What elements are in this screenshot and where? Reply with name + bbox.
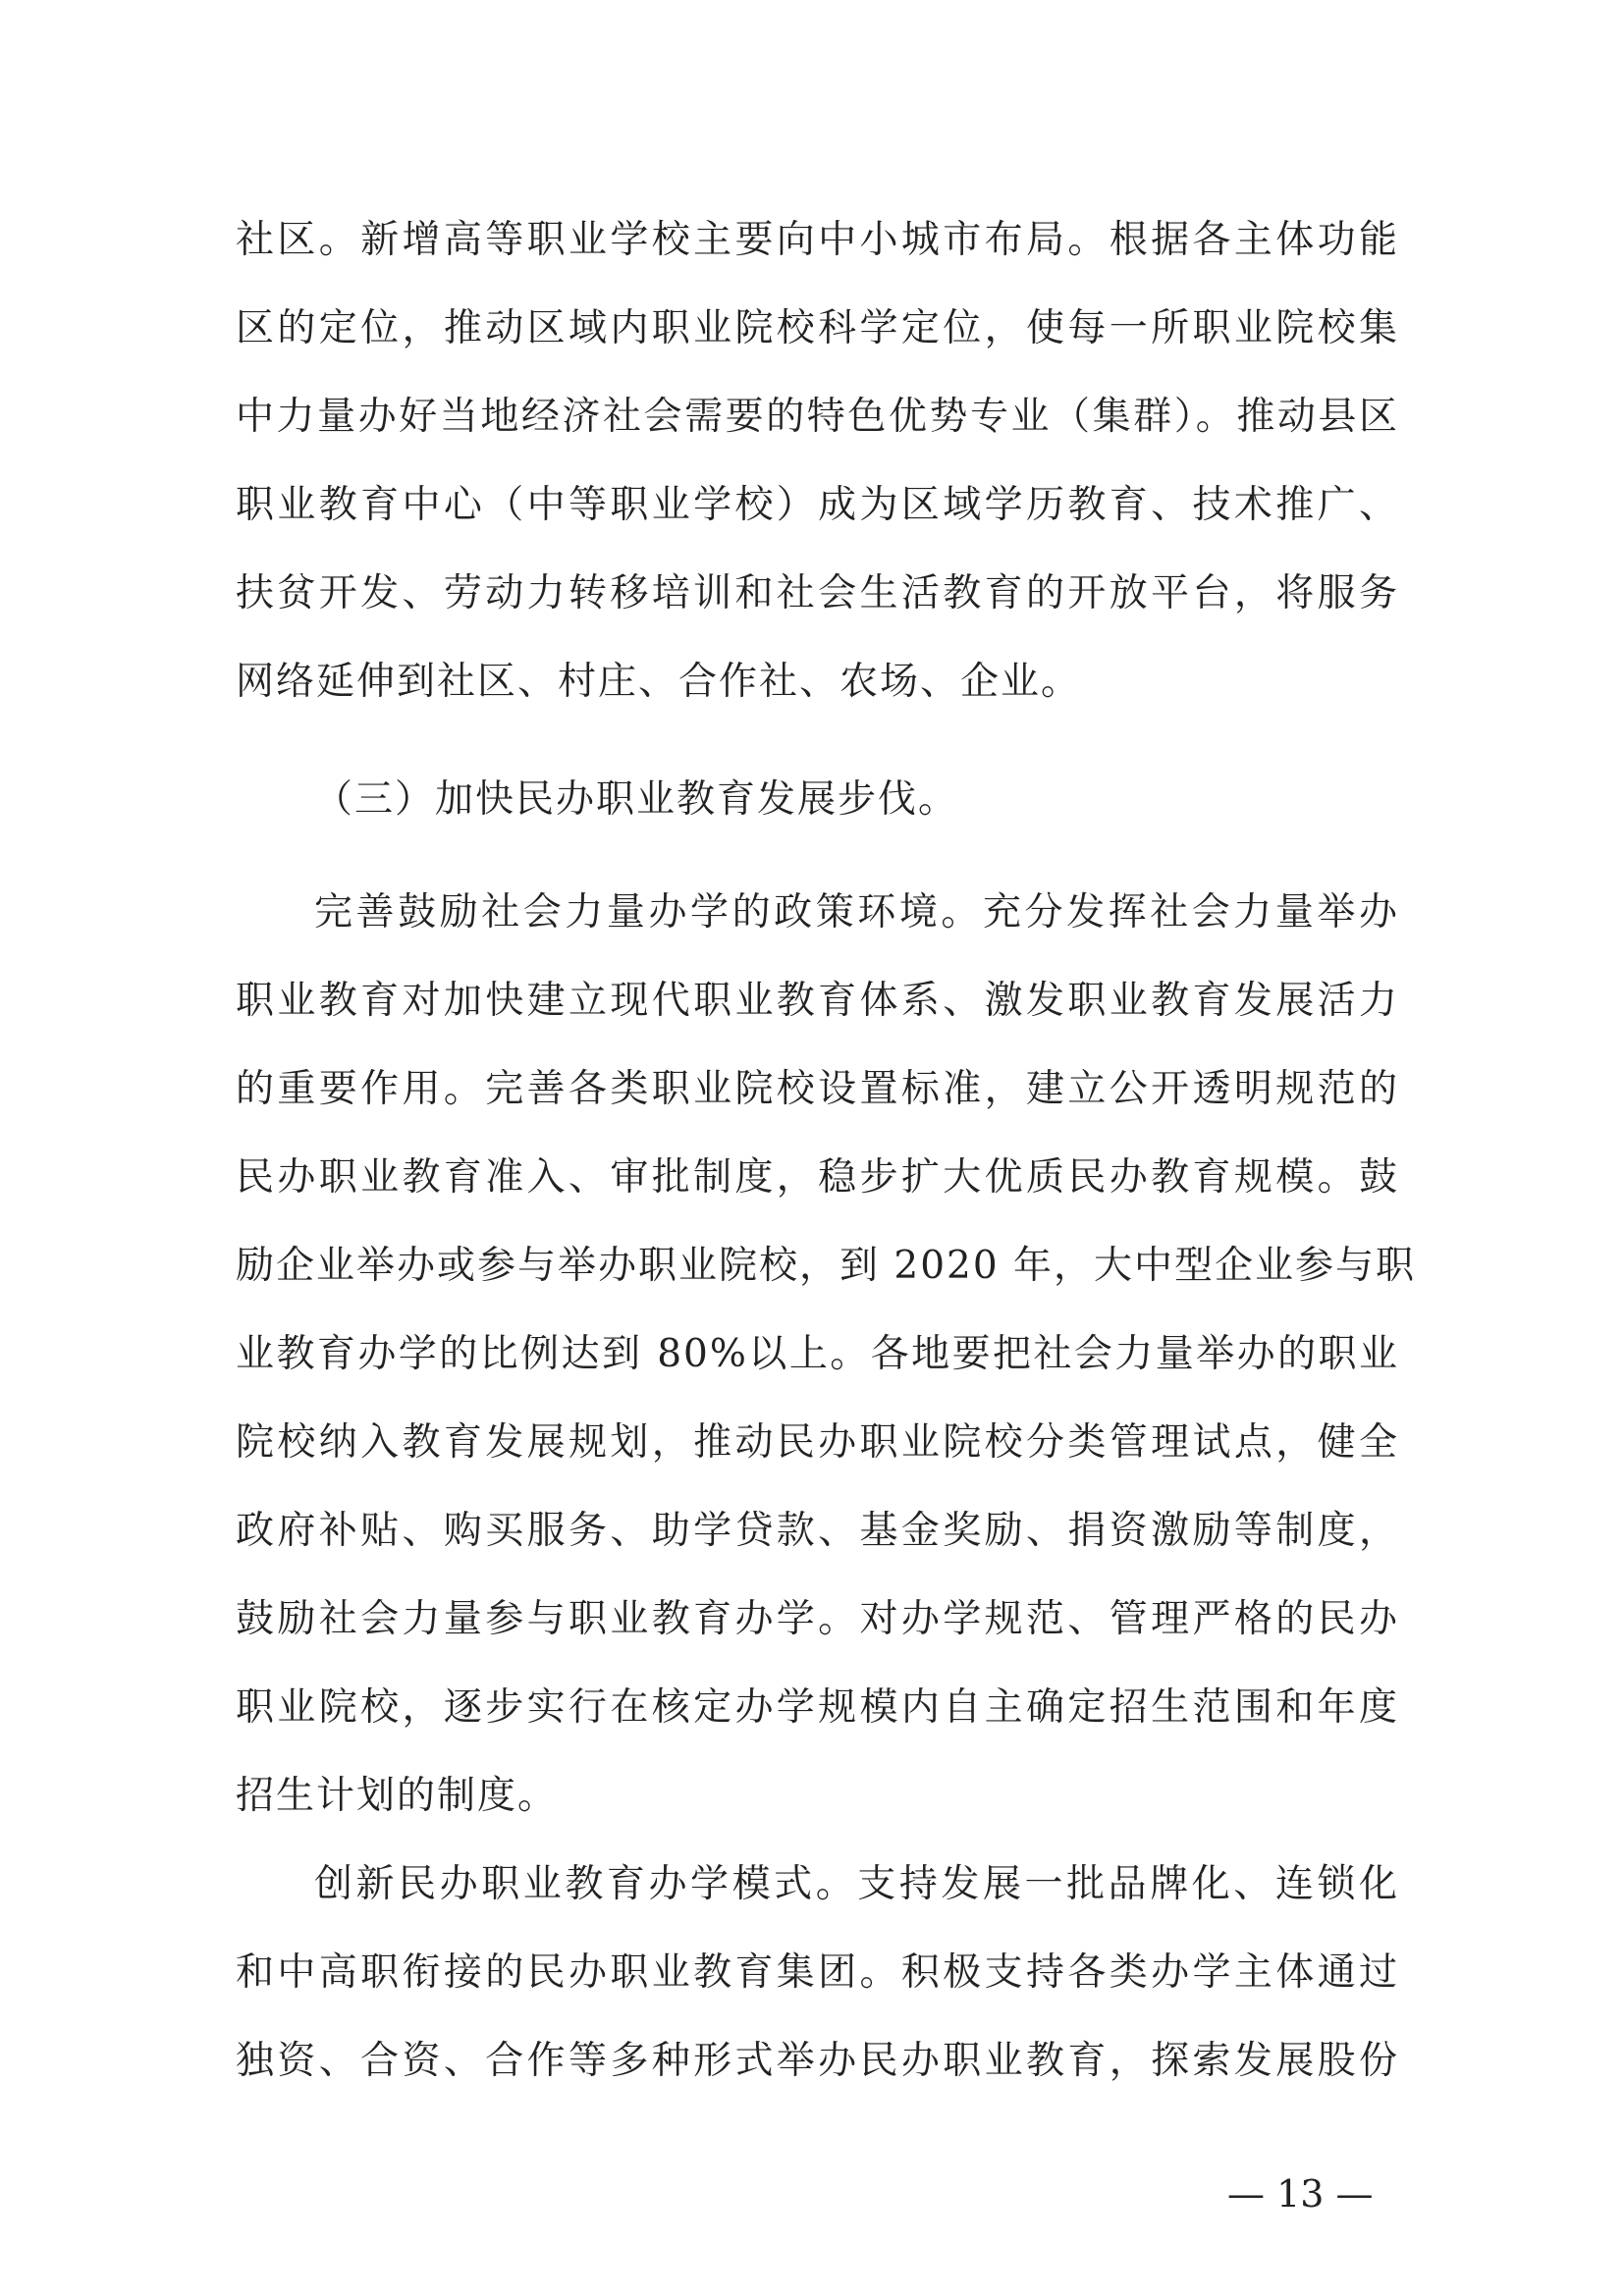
paragraph-2-line-7: 院校纳入教育发展规划，推动民办职业院校分类管理试点，健全 (236, 1420, 1399, 1465)
paragraph-2-line-10: 职业院校，逐步实行在核定办学规模内自主确定招生范围和年度 (236, 1685, 1399, 1730)
paragraph-1-line-2: 区的定位，推动区域内职业院校科学定位，使每一所职业院校集 (236, 306, 1399, 350)
paragraph-2-line-11: 招生计划的制度。 (236, 1774, 559, 1818)
paragraph-1-line-1: 社区。新增高等职业学校主要向中小城市布局。根据各主体功能 (236, 218, 1399, 262)
paragraph-2-line-1: 完善鼓励社会力量办学的政策环境。充分发挥社会力量举办 (314, 890, 1399, 934)
paragraph-1-line-4: 职业教育中心（中等职业学校）成为区域学历教育、技术推广、 (236, 483, 1399, 527)
paragraph-2-line-5: 励企业举办或参与举办职业院校，到 2020 年，大中型企业参与职 (236, 1244, 1417, 1288)
paragraph-2-line-9: 鼓励社会力量参与职业教育办学。对办学规范、管理严格的民办 (236, 1597, 1399, 1641)
page-number: — 13 — (1227, 2172, 1374, 2216)
section-heading: （三）加快民办职业教育发展步伐。 (314, 777, 959, 822)
paragraph-2-line-4: 民办职业教育准入、审批制度，稳步扩大优质民办教育规模。鼓 (236, 1155, 1399, 1200)
paragraph-1-line-5: 扶贫开发、劳动力转移培训和社会生活教育的开放平台，将服务 (236, 571, 1399, 615)
paragraph-1-line-3: 中力量办好当地经济社会需要的特色优势专业（集群）。推动县区 (236, 395, 1399, 439)
paragraph-2-line-8: 政府补贴、购买服务、助学贷款、基金奖励、捐资激励等制度， (236, 1509, 1399, 1553)
paragraph-3-line-2: 和中高职衔接的民办职业教育集团。积极支持各类办学主体通过 (236, 1950, 1399, 1995)
paragraph-3-line-1: 创新民办职业教育办学模式。支持发展一批品牌化、连锁化 (314, 1862, 1399, 1906)
paragraph-3-line-3: 独资、合资、合作等多种形式举办民办职业教育，探索发展股份 (236, 2039, 1399, 2083)
paragraph-2-line-3: 的重要作用。完善各类职业院校设置标准，建立公开透明规范的 (236, 1067, 1399, 1111)
paragraph-2-line-2: 职业教育对加快建立现代职业教育体系、激发职业教育发展活力 (236, 979, 1399, 1023)
paragraph-1-line-6: 网络延伸到社区、村庄、合作社、农场、企业。 (236, 660, 1082, 704)
paragraph-2-line-6: 业教育办学的比例达到 80%以上。各地要把社会力量举办的职业 (236, 1332, 1399, 1376)
